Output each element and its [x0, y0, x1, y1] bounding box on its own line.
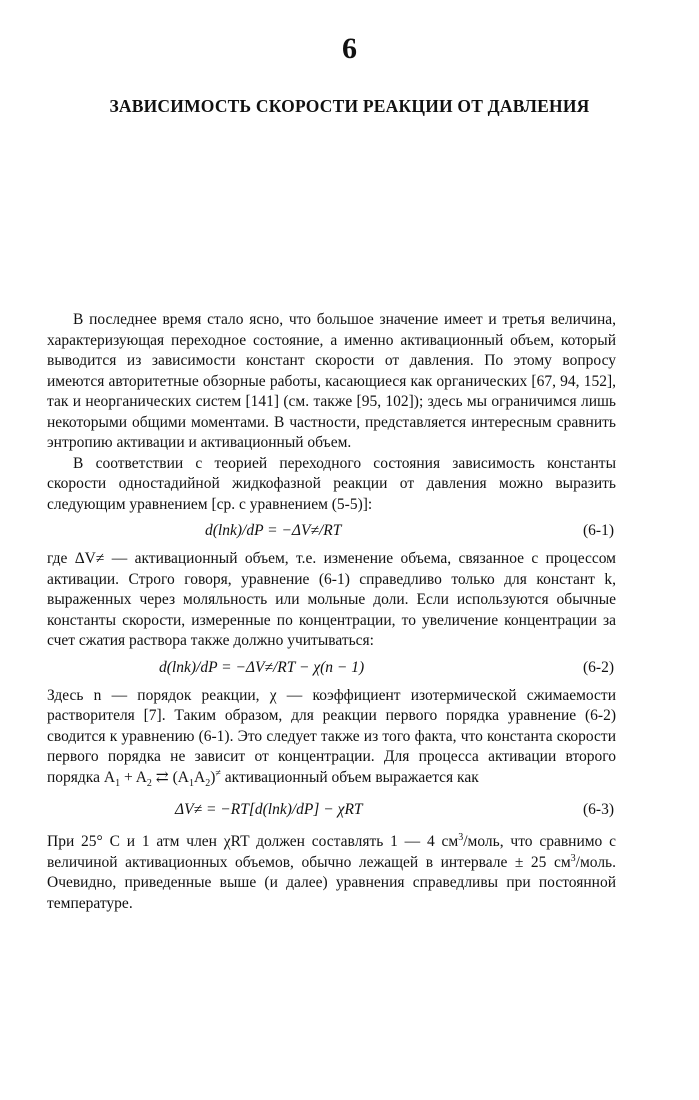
chapter-number: 6 [342, 32, 357, 65]
paragraph-4: Здесь n — порядок реакции, χ — коэффициент изотермической сжимаемости растворителя [7]. Таким образом, для реакции первого порядка уравнение (6-2) сводится к уравнению (6-1). Это следует также из того факта, что константа скорости первого порядка не зависит от концентрации. Для процесса активации второго порядка $A_1 + A_2$ ⇄ $(A_1A_2)^\ne$ активационный объем выражается как [47, 686, 616, 789]
equation-6-2 [47, 652, 616, 686]
equation-number: (6-2) [583, 658, 614, 676]
equation-formula: ΔV≠ = −RT[d(lnk)/dP] − χRT [175, 801, 363, 818]
body-text [47, 310, 616, 914]
equation-number: (6-1) [583, 522, 614, 539]
paragraph-1: В последнее время стало ясно, что большое значение имеет и третья величина, характеризующая переходное состояние, а именно активационный объем, который выводится из зависимости констант скорости от давления. По этому вопросу имеются авторитетные обзорные работы, касающиеся как органических [67, 94, 152], так и неорганических систем [141] (см. также [95, 102]); здесь мы ограничимся лишь некоторыми общими моментами. В частности, представляется интересным сравнить энтропию активации и активационный объем. [47, 311, 616, 451]
equation-formula: d(lnk)/dP = −ΔV≠/RT [205, 522, 342, 539]
equation-formula: d(lnk)/dP = −ΔV≠/RT − χ(n − 1) [159, 658, 365, 676]
paragraph-5: При 25° С и 1 атм член χRT должен составлять 1 — 4 $см^3$/моль, что сравнимо с величиной активационных объемов, обычно лежащей в интервале ± 25 $см^3$/моль. Очевидно, приведенные выше (и далее) уравнения справедливы при постоянной температуре. [47, 831, 617, 912]
paragraph-3: где ΔV≠ — активационный объем, т.е. изменение объема, связанное с процессом активации. Строго говоря, уравнение (6-1) справедливо только для констант k, выраженных через моляльность или мольные доли. Если используются обычные константы скорости, измеренные по концентрации, то увеличение концентрации за счет сжатия раствора также должно учитываться: [47, 550, 616, 649]
paragraph-2: В соответствии с теорией переходного состояния зависимость константы скорости одностадийной жидкофазной реакции от давления можно выразить следующим уравнением [ср. с уравнением (5-5)]: [47, 454, 616, 513]
equation-number: (6-3) [583, 801, 614, 818]
equation-6-1 [47, 515, 616, 549]
chapter-title: ЗАВИСИМОСТЬ СКОРОСТИ РЕАКЦИИ ОТ ДАВЛЕНИЯ [109, 96, 590, 116]
equation-6-3 [47, 788, 616, 832]
